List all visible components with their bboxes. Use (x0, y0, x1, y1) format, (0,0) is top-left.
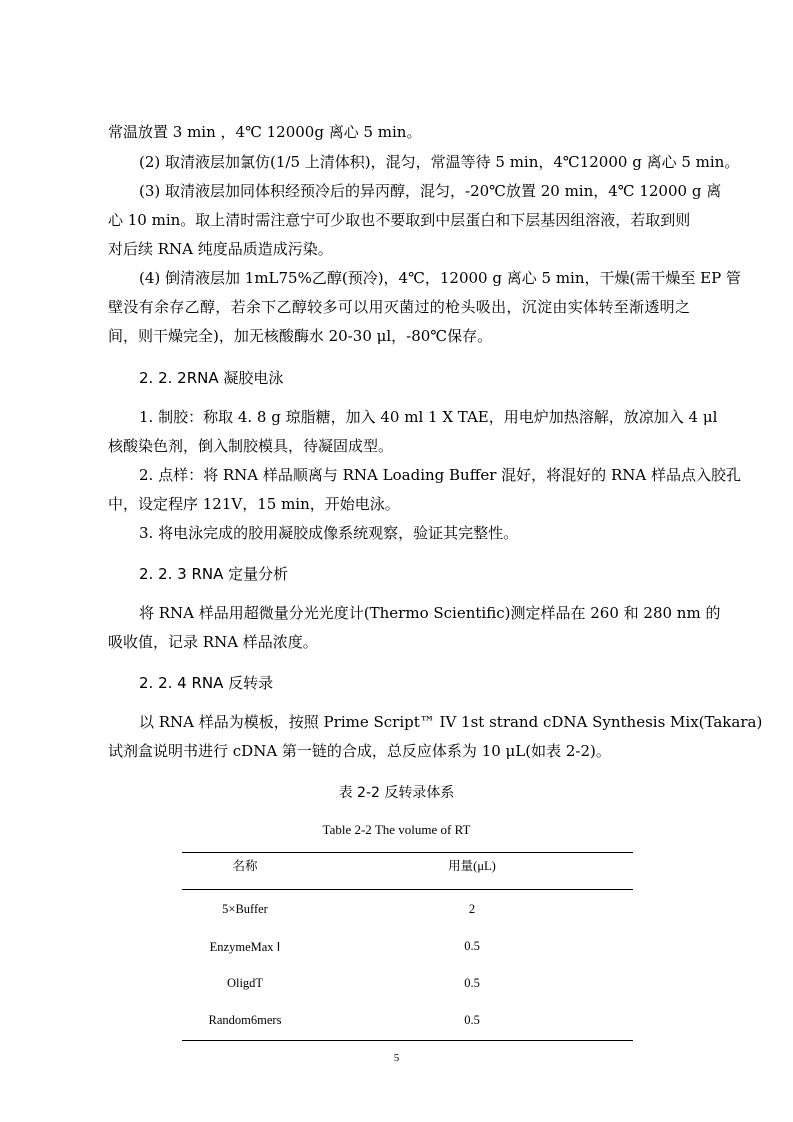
table-top-rule (182, 852, 633, 853)
paragraph-line: (3) 取清液层加同体积经预冷后的异丙醇，混匀，-20℃放置 20 min，4℃ 12000 g 离 (139, 182, 722, 200)
paragraph-line: 试剂盒说明书进行 cDNA 第一链的合成，总反应体系为 10 μL(如表 2-2)。 (108, 742, 611, 760)
table-cell: OligdT (226, 976, 264, 990)
table-caption-cn: 表 2-2 反转录体系 (338, 785, 455, 801)
paragraph-line: 3. 将电泳完成的胶用凝胶成像系统观察，验证其完整性。 (139, 524, 519, 542)
page-number: 5 (393, 1052, 400, 1064)
table-header-rule (182, 889, 633, 890)
table-cell: Random6mers (208, 1013, 282, 1027)
section-heading: 2. 2. 2RNA 凝胶电泳 (139, 369, 284, 387)
paragraph-line: 壁没有余存乙醇，若余下乙醇较多可以用灭菌过的枪头吸出，沉淀由实体转至渐透明之 (108, 298, 690, 316)
paragraph-line: 中，设定程序 121V，15 min，开始电泳。 (108, 495, 400, 513)
paragraph-line: 心 10 min。取上清时需注意宁可少取也不要取到中层蛋白和下层基因组溶液，若取到则 (108, 211, 691, 229)
paragraph-line: 对后续 RNA 纯度品质造成污染。 (108, 240, 333, 258)
paragraph-line: 将 RNA 样品用超微量分光光度计(Thermo Scientific)测定样品在 260 和 280 nm 的 (139, 604, 721, 622)
paragraph-line: (2) 取清液层加氯仿(1/5 上清体积)，混匀，常温等待 5 min，4℃12000 g 离心 5 min。 (139, 153, 740, 171)
section-heading: 2. 2. 3 RNA 定量分析 (139, 565, 289, 583)
table-bottom-rule (182, 1040, 633, 1041)
table-header-volume: 用量(μL) (448, 859, 496, 873)
table-cell: 0.5 (464, 1013, 480, 1027)
paragraph-line: 吸收值，记录 RNA 样品浓度。 (108, 633, 318, 651)
table-cell: 0.5 (464, 976, 480, 990)
paragraph-line: (4) 倒清液层加 1mL75%乙醇(预冷)，4℃，12000 g 离心 5 min，干燥(需干燥至 EP 管 (139, 269, 741, 287)
table-cell: EnzymeMax Ⅰ (209, 940, 281, 954)
paragraph-line: 间，则干燥完全)，加无核酸酶水 20-30 μl，-80℃保存。 (108, 327, 493, 345)
paragraph-line: 2. 点样：将 RNA 样品顺离与 RNA Loading Buffer 混好，将混好的 RNA 样品点入胶孔 (139, 466, 741, 484)
table-cell: 5×Buffer (222, 902, 268, 916)
table-caption-en: Table 2-2 The volume of RT (322, 822, 471, 837)
table-cell: 2 (468, 902, 476, 916)
table-cell: 0.5 (464, 939, 480, 953)
table-header-name: 名称 (232, 859, 258, 873)
paragraph-line: 核酸染色剂，倒入制胶模具，待凝固成型。 (108, 437, 394, 455)
paragraph-line: 常温放置 3 min ，4℃ 12000g 离心 5 min。 (108, 123, 422, 141)
paragraph-line: 1. 制胶：称取 4. 8 g 琼脂糖，加入 40 ml 1 X TAE，用电炉加热溶解，放凉加入 4 μl (139, 408, 718, 426)
paragraph-line: 以 RNA 样品为模板，按照 Prime Script™ IV 1st strand cDNA Synthesis Mix(Takara) (139, 713, 763, 731)
section-heading: 2. 2. 4 RNA 反转录 (139, 674, 274, 692)
